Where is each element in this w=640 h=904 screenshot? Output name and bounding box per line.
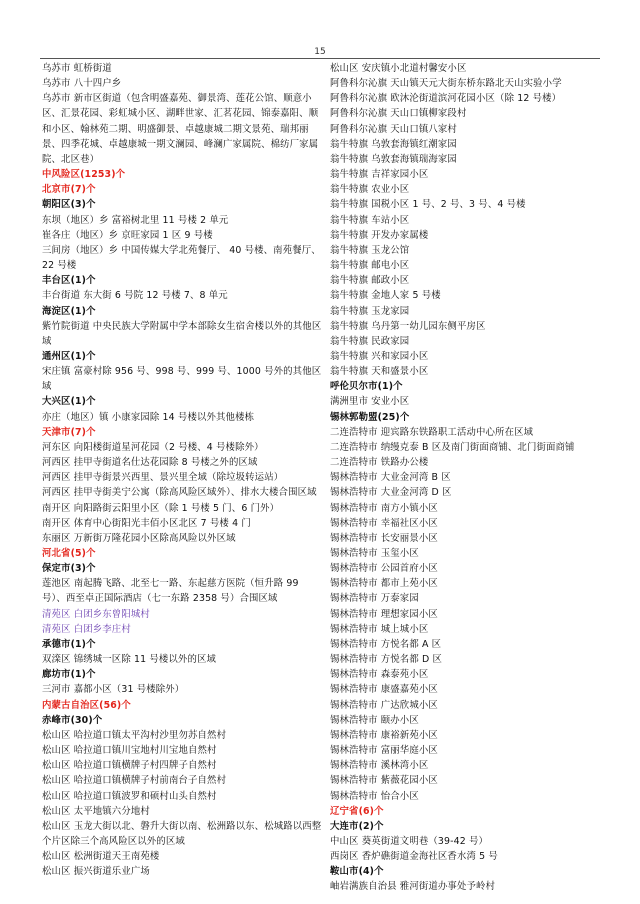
list-item: 锡林浩特市 都市上苑小区: [330, 578, 438, 590]
list-item: 锡林浩特市 城上城小区: [330, 623, 429, 635]
section-heading: 承德市(1)个: [42, 638, 96, 650]
section-heading: 鞍山市(4)个: [330, 866, 384, 878]
header-rule: [40, 58, 600, 59]
list-item: 松山区 哈拉道口镇太平沟村沙里勿苏自然村: [42, 729, 227, 741]
section-heading: 中风险区(1253)个: [42, 169, 126, 181]
list-item: 松山区 哈拉道口镇横牌子村前南台子自然村: [42, 775, 227, 787]
list-item: 清苑区 白团乡东曾阳城村: [42, 608, 150, 620]
list-item: 锡林浩特市 大业金河湾 B 区: [330, 472, 451, 484]
list-item: 翁牛特旗 邮政小区: [330, 275, 410, 287]
list-item: 河东区 向阳楼街道星河花园（2 号楼、4 号楼除外）: [42, 441, 264, 453]
section-heading: 保定市(3)个: [42, 563, 96, 575]
list-item: 锡林浩特市 森泰苑小区: [330, 669, 429, 681]
list-item: 松山区 安庆镇小北道村馨安小区: [330, 63, 467, 74]
section-heading: 北京市(7)个: [42, 184, 96, 196]
list-item: 松山区 玉龙大街以北、磐升大街以南、松洲路以东、松城路以西整个片区除三个高风险区以外的区域: [42, 820, 322, 847]
section-heading: 河北省(5)个: [42, 548, 96, 559]
list-item: 松山区 哈拉道口镇川宝地村川宝地自然村: [42, 745, 217, 757]
list-item: 翁牛特旗 车站小区: [330, 214, 410, 226]
list-item: 阿鲁科尔沁旗 天山镇天元大街东桥东路北天山实验小学: [330, 78, 562, 90]
list-item: 乌苏市 八十四户乡: [42, 78, 122, 90]
list-item: 二连浩特市 迎宾路东铁路职工活动中心所在区域: [330, 426, 534, 438]
list-item: 锡林浩特市 南方小镇小区: [330, 502, 438, 514]
list-item: 翁牛特旗 农业小区: [330, 184, 410, 196]
list-item: 翁牛特旗 天和盛景小区: [330, 366, 429, 378]
list-item: 锡林浩特市 康盛嘉苑小区: [330, 684, 438, 696]
list-item: 亦庄（地区）镇 小康家园除 14 号楼以外其他楼栋: [42, 411, 255, 423]
list-item: 锡林浩特市 大业金河湾 D 区: [330, 487, 452, 499]
list-item: 锡林浩特市 富丽华庭小区: [330, 745, 438, 757]
list-item: 清苑区 白团乡李庄村: [42, 623, 131, 635]
list-item: 阿鲁科尔沁旗 欧沐沦街道滨河花园小区（除 12 号楼）: [330, 93, 562, 105]
list-item: 锡林浩特市 颐办小区: [330, 714, 419, 726]
list-item: 宋庄镇 富豪村除 956 号、998 号、999 号、1000 号外的其他区域: [42, 366, 322, 393]
section-heading: 丰台区(1)个: [42, 275, 96, 287]
list-item: 阿鲁科尔沁旗 天山口镇八家村: [330, 123, 457, 135]
list-item: 莲池区 南起腾飞路、北至七一路、东起慈方医院（恒升路 99 号）、西至卓正国际酒店（七一东路 2358 号）合围区域: [42, 578, 299, 605]
right-column: [330, 61, 612, 895]
section-heading: 海淀区(1)个: [42, 305, 96, 317]
section-heading: 大兴区(1)个: [42, 396, 96, 408]
section-heading: 呼伦贝尔市(1)个: [330, 381, 403, 393]
list-item: 翁牛特旗 乌敦套海镇红潮家园: [330, 138, 457, 150]
list-item: 满洲里市 安业小区: [330, 396, 410, 408]
list-item: 河西区 挂甲寺街美宁公寓（除高风险区域外）、排水大楼合围区域: [42, 487, 317, 499]
list-item: 锡林浩特市 长安丽景小区: [330, 532, 438, 544]
list-item: 松山区 哈拉道口镇波罗和硕村山头自然村: [42, 790, 217, 802]
list-item: 松山区 松洲街道天王南苑楼: [42, 851, 160, 863]
list-item: 翁牛特旗 乌丹第一幼儿园东侧平房区: [330, 320, 486, 332]
list-item: 锡林浩特市 方悦名都 D 区: [330, 654, 443, 666]
list-item: 三间房（地区）乡 中国传媒大学北苑餐厅、 40 号楼、南苑餐厅、 22 号楼: [42, 244, 321, 272]
list-item: 翁牛特旗 邮电小区: [330, 260, 410, 272]
list-item: 紫竹院街道 中央民族大学附属中学本部除女生宿舍楼以外的其他区域: [42, 320, 322, 347]
list-item: 翁牛特旗 国税小区 1 号、2 号、3 号、4 号楼: [330, 199, 526, 211]
page-number: 15: [314, 47, 326, 57]
list-item: 二连浩特市 铁路办公楼: [330, 457, 429, 469]
list-item: 锡林浩特市 理想家园小区: [330, 608, 438, 620]
section-heading: 大连市(2)个: [330, 820, 384, 832]
list-item: 东坝（地区）乡 富裕树北里 11 号楼 2 单元: [42, 214, 229, 226]
list-item: 乌苏市 新市区街道（包含明盛嘉苑、御景湾、莲花公馆、顺意小区、汇景花园、彩虹城小区、湖畔世家、汇茗花园、锦泰嘉阳、顺和小区、翰林苑二期、明盛御景、卓越康城二期文景苑、瑞邦丽景、四季花城、卓越康城一期文澜园、峰澜广家属院、棉纺厂家属院、北区巷）: [42, 93, 319, 165]
list-item: 三河市 嘉都小区（31 号楼除外）: [42, 684, 185, 696]
list-item: 松山区 太平地镇六分地村: [42, 805, 150, 817]
list-item: 锡林浩特市 方悦名都 A 区: [330, 638, 442, 650]
list-item: 中山区 葵英街道文明巷（39-42 号）: [330, 835, 489, 847]
list-item: 锡林浩特市 怡合小区: [330, 790, 419, 802]
list-item: 翁牛特旗 乌敦套海镇瑞海家园: [330, 153, 457, 165]
list-item: 南开区 向阳路街云阳里小区（除 1 号楼 5 门、6 门外）: [42, 502, 280, 514]
list-item: 松山区 哈拉道口镇横牌子村四牌子自然村: [42, 760, 217, 772]
list-item: 东丽区 万新街万隆花园小区除高风险以外区域: [42, 532, 236, 544]
left-column: [42, 61, 324, 879]
list-item: 锡林浩特市 万泰家园: [330, 593, 419, 605]
list-item: 双滦区 锦绣城一区除 11 号楼以外的区域: [42, 654, 217, 666]
list-item: 二连浩特市 纳缦克泰 B 区及南门街面商铺、北门街面商铺: [330, 441, 575, 453]
section-heading: 赤峰市(30)个: [42, 714, 103, 726]
list-item: 河西区 挂甲寺街道名仕达花园除 8 号楼之外的区域: [42, 457, 258, 469]
section-heading: 辽宁省(6)个: [330, 805, 384, 817]
list-item: 翁牛特旗 玉龙公馆: [330, 244, 410, 256]
list-item: 翁牛特旗 金地人家 5 号楼: [330, 290, 441, 302]
list-item: 丰台街道 东大街 6 号院 12 号楼 7、8 单元: [42, 290, 228, 302]
list-item: 河西区 挂甲寺街景兴西里、景兴里全域（除垃圾转运站）: [42, 472, 284, 484]
list-item: 锡林浩特市 溪林湾小区: [330, 760, 429, 772]
section-heading: 廊坊市(1)个: [42, 669, 96, 681]
list-item: 松山区 振兴街道乐业广场: [42, 866, 150, 878]
list-item: 岫岩满族自治县 雅河街道办事处予岭村: [330, 881, 496, 893]
list-item: 南开区 体育中心街阳光丰佰小区北区 7 号楼 4 门: [42, 517, 251, 529]
list-item: 锡林浩特市 康裕新苑小区: [330, 729, 438, 741]
section-heading: 天津市(7)个: [42, 426, 96, 438]
list-item: 翁牛特旗 开发办家属楼: [330, 229, 429, 241]
list-item: 锡林浩特市 紫薇花园小区: [330, 775, 438, 787]
list-item: 锡林浩特市 广达欣城小区: [330, 699, 438, 711]
list-item: 阿鲁科尔沁旗 天山口镇柳家段村: [330, 108, 467, 120]
list-item: 翁牛特旗 兴和家园小区: [330, 350, 429, 362]
list-item: 锡林浩特市 幸福社区小区: [330, 517, 438, 529]
list-item: 翁牛特旗 吉祥家园小区: [330, 169, 429, 181]
list-item: 锡林浩特市 公园首府小区: [330, 563, 438, 575]
section-heading: 朝阳区(3)个: [42, 199, 96, 211]
section-heading: 内蒙古自治区(56)个: [42, 699, 131, 711]
section-heading: 通州区(1)个: [42, 350, 96, 362]
section-heading: 锡林郭勒盟(25)个: [330, 411, 410, 423]
list-item: 翁牛特旗 民政家园: [330, 335, 410, 347]
list-item: 乌苏市 虹桥街道: [42, 63, 112, 74]
list-item: 锡林浩特市 玉玺小区: [330, 548, 419, 559]
list-item: 西岗区 香炉礁街道金海社区香水湾 5 号: [330, 851, 498, 863]
list-item: 崔各庄（地区）乡 京旺家园 1 区 9 号楼: [42, 229, 213, 241]
list-item: 翁牛特旗 玉龙家园: [330, 305, 410, 317]
